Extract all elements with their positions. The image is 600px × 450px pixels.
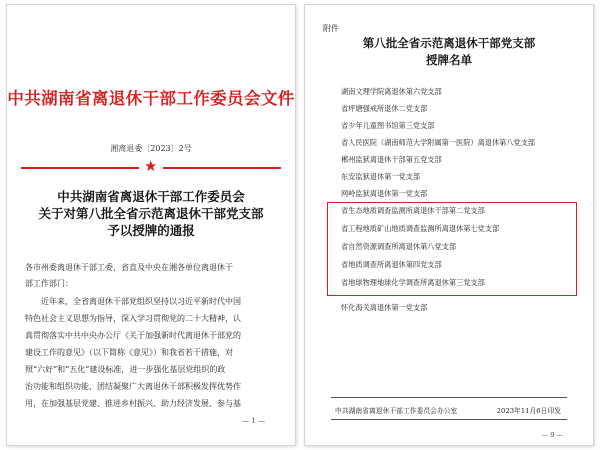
notice-title-line-2: 关于对第八批全省示范离退休干部党支部 (38, 206, 264, 221)
list-title-line-1: 第八批全省示范离退休干部党支部 (362, 36, 536, 50)
left-document-page (6, 4, 296, 446)
list-item: 网岭监狱离退休第一党支部 (341, 189, 428, 198)
list-item: 东安监狱退休第一党支部 (341, 172, 421, 181)
list-title-line-2: 授牌名单 (426, 53, 472, 67)
list-item: 湖南文理学院离退休第六党支部 (341, 87, 442, 96)
list-item: 省人民医院（湖南师范大学附属第一医院）离退休第八党支部 (341, 138, 536, 147)
list-item: 省自然资源调查所离退休第八党支部 (341, 242, 457, 251)
body-line: 各市州委离退休干部工委，省直及中央在湘各单位离退休干 (25, 263, 233, 272)
body-line: 建设工作的意见》（以下简称《意见》）和我省若干措施，对 (25, 348, 233, 357)
list-item: 省地球物理地球化学调查所离退休第三党支部 (341, 278, 485, 287)
footer-rule-bottom (331, 419, 567, 420)
list-item: 省坪塘强戒所退休二党支部 (341, 104, 428, 113)
body-line: 用，在加强基层党建、推进乡村振兴、助力经济发展、参与基 (25, 399, 241, 408)
footer-organization: 中共湖南省离退休干部工作委员会办公室 (335, 407, 458, 415)
body-line: 部工作部门： (25, 279, 73, 288)
list-item: 郴州监狱离退休干部第五党支部 (341, 155, 442, 164)
document-header: 中共湖南省离退休干部工作委员会文件 (7, 89, 295, 108)
right-document-page (304, 4, 594, 446)
notice-title-line-3: 予以授牌的通报 (107, 223, 195, 238)
body-line: 真贯彻落实中共中央办公厅《关于加强新时代离退休干部党的 (25, 331, 241, 340)
document-number: 湘离退委〔2023〕2号 (110, 144, 192, 153)
list-item: 省生态地质调查监测所离退休干部第二党支部 (341, 206, 485, 215)
body-line: 治功能和组织功能，团结凝聚广大离退休干部积极发挥优势作 (25, 382, 241, 391)
list-item: 省少年儿童图书馆第三党支部 (341, 121, 435, 130)
body-line: 近年来，全省离退休干部党组织坚持以习近平新时代中国 (41, 297, 241, 306)
page-number: — 1 — (242, 417, 265, 425)
list-item: 省地质调查所离退休第四党支部 (341, 260, 442, 269)
attachment-label: 附件 (323, 24, 339, 33)
page-number: — 9 — (541, 431, 563, 439)
red-rule-left (21, 167, 139, 169)
footer-date: 2023年11月6日印发 (496, 407, 561, 415)
footer-rule-top (331, 397, 567, 398)
body-line: 照“六好”和“五化”建设标准，进一步强化基层党组织的政 (25, 365, 226, 374)
star-icon: ★ (144, 157, 158, 175)
body-line: 特色社会主义思想为指导，深入学习贯彻党的二十大精神，认 (25, 314, 241, 323)
list-item: 省工程地质矿山地质调查监测所离退休第七党支部 (341, 224, 500, 233)
notice-title-line-1: 中共湖南省离退休干部工作委员会 (57, 189, 245, 204)
red-rule-right (163, 167, 281, 169)
list-item: 怀化海关离退休第一党支部 (341, 303, 428, 312)
